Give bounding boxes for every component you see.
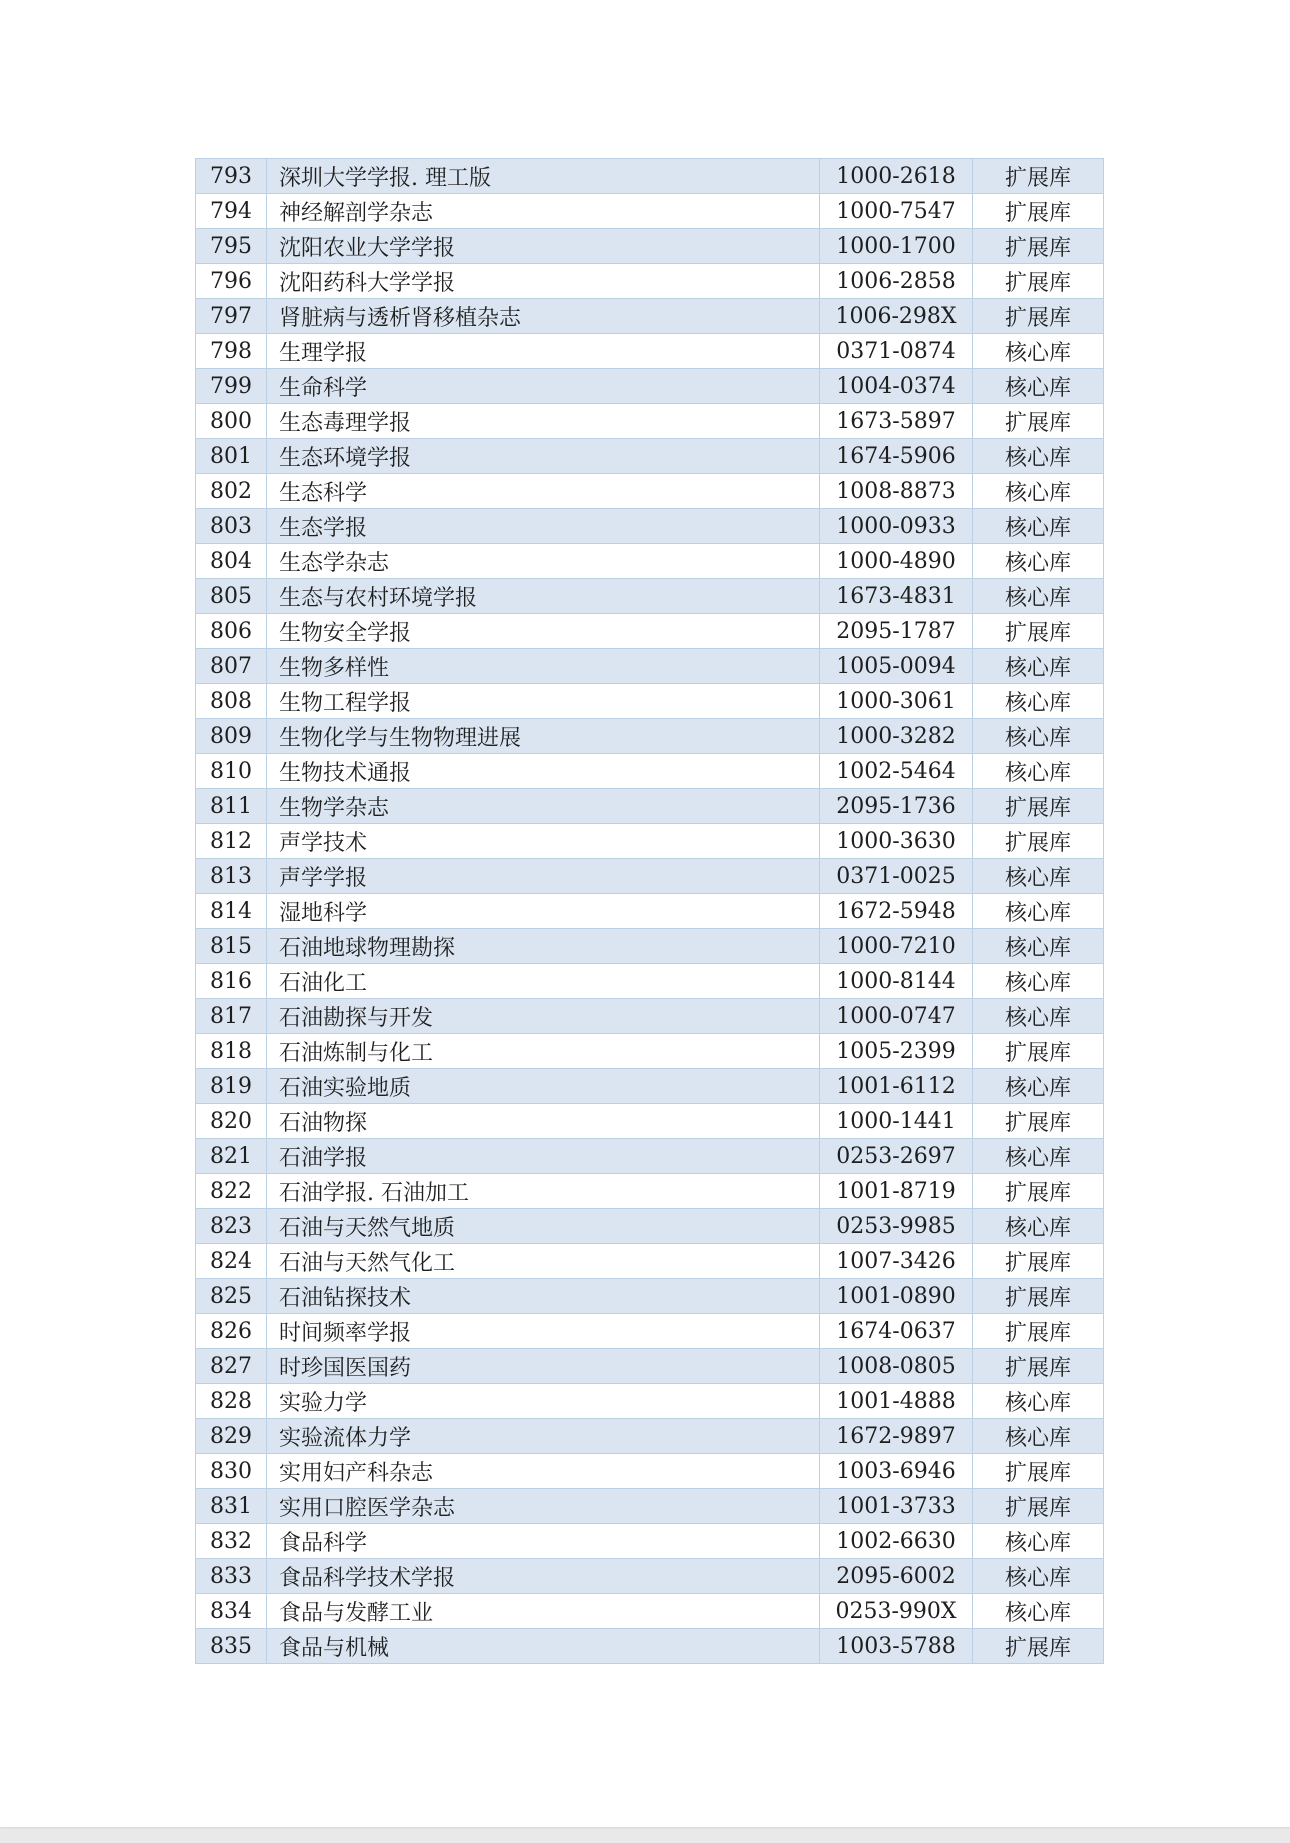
- row-number-cell: 799: [196, 369, 267, 404]
- row-number-cell: 794: [196, 194, 267, 229]
- database-type-cell: 核心库: [973, 649, 1104, 684]
- table-row: [196, 1034, 1104, 1069]
- database-type-cell: 扩展库: [973, 614, 1104, 649]
- journal-name-cell: 生物学杂志: [267, 789, 820, 824]
- row-number-cell: 808: [196, 684, 267, 719]
- issn-cell: 2095-1736: [820, 789, 973, 824]
- row-number-cell: 815: [196, 929, 267, 964]
- table-row: [196, 439, 1104, 474]
- journal-name-cell: 生态学杂志: [267, 544, 820, 579]
- database-type-cell: 核心库: [973, 369, 1104, 404]
- database-type-cell: 核心库: [973, 929, 1104, 964]
- database-type-cell: 扩展库: [973, 824, 1104, 859]
- database-type-cell: 核心库: [973, 999, 1104, 1034]
- journal-table: [195, 158, 1104, 1664]
- database-type-cell: 扩展库: [973, 1034, 1104, 1069]
- database-type-cell: 扩展库: [973, 159, 1104, 194]
- table-row: [196, 859, 1104, 894]
- journal-name-cell: 生理学报: [267, 334, 820, 369]
- database-type-cell: 扩展库: [973, 299, 1104, 334]
- journal-name-cell: 实验力学: [267, 1384, 820, 1419]
- database-type-cell: 核心库: [973, 1069, 1104, 1104]
- table-row: [196, 1384, 1104, 1419]
- issn-cell: 1006-2858: [820, 264, 973, 299]
- database-type-cell: 核心库: [973, 894, 1104, 929]
- database-type-cell: 核心库: [973, 1139, 1104, 1174]
- issn-cell: 1005-2399: [820, 1034, 973, 1069]
- journal-name-cell: 石油地球物理勘探: [267, 929, 820, 964]
- journal-name-cell: 石油与天然气化工: [267, 1244, 820, 1279]
- table-row: [196, 964, 1104, 999]
- issn-cell: 0253-990X: [820, 1594, 973, 1629]
- table-row: [196, 1314, 1104, 1349]
- journal-name-cell: 生物多样性: [267, 649, 820, 684]
- issn-cell: 1000-1441: [820, 1104, 973, 1139]
- database-type-cell: 扩展库: [973, 1279, 1104, 1314]
- row-number-cell: 833: [196, 1559, 267, 1594]
- row-number-cell: 798: [196, 334, 267, 369]
- table-row: [196, 264, 1104, 299]
- table-row: [196, 649, 1104, 684]
- journal-name-cell: 石油实验地质: [267, 1069, 820, 1104]
- issn-cell: 2095-6002: [820, 1559, 973, 1594]
- row-number-cell: 827: [196, 1349, 267, 1384]
- journal-name-cell: 生物工程学报: [267, 684, 820, 719]
- table-row: [196, 1209, 1104, 1244]
- journal-name-cell: 生物安全学报: [267, 614, 820, 649]
- row-number-cell: 822: [196, 1174, 267, 1209]
- table-row: [196, 1524, 1104, 1559]
- table-row: [196, 684, 1104, 719]
- issn-cell: 1000-4890: [820, 544, 973, 579]
- journal-name-cell: 食品与发酵工业: [267, 1594, 820, 1629]
- table-row: [196, 544, 1104, 579]
- table-row: [196, 474, 1104, 509]
- issn-cell: 1001-4888: [820, 1384, 973, 1419]
- database-type-cell: 核心库: [973, 474, 1104, 509]
- row-number-cell: 816: [196, 964, 267, 999]
- issn-cell: 2095-1787: [820, 614, 973, 649]
- database-type-cell: 核心库: [973, 509, 1104, 544]
- journal-name-cell: 沈阳农业大学学报: [267, 229, 820, 264]
- database-type-cell: 扩展库: [973, 404, 1104, 439]
- issn-cell: 1008-8873: [820, 474, 973, 509]
- table-row: [196, 1139, 1104, 1174]
- table-row: [196, 299, 1104, 334]
- issn-cell: 0371-0025: [820, 859, 973, 894]
- table-row: [196, 789, 1104, 824]
- database-type-cell: 核心库: [973, 1209, 1104, 1244]
- issn-cell: 1672-5948: [820, 894, 973, 929]
- issn-cell: 1000-0933: [820, 509, 973, 544]
- journal-name-cell: 食品与机械: [267, 1629, 820, 1664]
- database-type-cell: 扩展库: [973, 229, 1104, 264]
- table-row: [196, 1104, 1104, 1139]
- row-number-cell: 801: [196, 439, 267, 474]
- issn-cell: 1005-0094: [820, 649, 973, 684]
- issn-cell: 1007-3426: [820, 1244, 973, 1279]
- table-row: [196, 719, 1104, 754]
- row-number-cell: 823: [196, 1209, 267, 1244]
- database-type-cell: 核心库: [973, 334, 1104, 369]
- table-row: [196, 1454, 1104, 1489]
- row-number-cell: 806: [196, 614, 267, 649]
- row-number-cell: 830: [196, 1454, 267, 1489]
- database-type-cell: 核心库: [973, 1524, 1104, 1559]
- row-number-cell: 803: [196, 509, 267, 544]
- table-row: [196, 754, 1104, 789]
- journal-name-cell: 石油学报. 石油加工: [267, 1174, 820, 1209]
- database-type-cell: 扩展库: [973, 194, 1104, 229]
- database-type-cell: 核心库: [973, 684, 1104, 719]
- issn-cell: 1002-6630: [820, 1524, 973, 1559]
- database-type-cell: 核心库: [973, 1559, 1104, 1594]
- row-number-cell: 812: [196, 824, 267, 859]
- row-number-cell: 805: [196, 579, 267, 614]
- row-number-cell: 831: [196, 1489, 267, 1524]
- journal-name-cell: 实验流体力学: [267, 1419, 820, 1454]
- database-type-cell: 核心库: [973, 579, 1104, 614]
- journal-name-cell: 石油与天然气地质: [267, 1209, 820, 1244]
- row-number-cell: 820: [196, 1104, 267, 1139]
- database-type-cell: 核心库: [973, 1419, 1104, 1454]
- journal-name-cell: 实用妇产科杂志: [267, 1454, 820, 1489]
- row-number-cell: 793: [196, 159, 267, 194]
- database-type-cell: 扩展库: [973, 1174, 1104, 1209]
- issn-cell: 1001-3733: [820, 1489, 973, 1524]
- issn-cell: 1000-7547: [820, 194, 973, 229]
- issn-cell: 1674-5906: [820, 439, 973, 474]
- journal-name-cell: 生态与农村环境学报: [267, 579, 820, 614]
- journal-name-cell: 石油钻探技术: [267, 1279, 820, 1314]
- table-row: [196, 824, 1104, 859]
- database-type-cell: 扩展库: [973, 1104, 1104, 1139]
- database-type-cell: 扩展库: [973, 789, 1104, 824]
- journal-name-cell: 神经解剖学杂志: [267, 194, 820, 229]
- issn-cell: 1000-1700: [820, 229, 973, 264]
- issn-cell: 1002-5464: [820, 754, 973, 789]
- issn-cell: 0253-9985: [820, 1209, 973, 1244]
- table-row: [196, 1279, 1104, 1314]
- journal-name-cell: 时间频率学报: [267, 1314, 820, 1349]
- journal-name-cell: 实用口腔医学杂志: [267, 1489, 820, 1524]
- row-number-cell: 809: [196, 719, 267, 754]
- journal-name-cell: 生态环境学报: [267, 439, 820, 474]
- issn-cell: 1000-3630: [820, 824, 973, 859]
- journal-name-cell: 石油物探: [267, 1104, 820, 1139]
- issn-cell: 1001-6112: [820, 1069, 973, 1104]
- row-number-cell: 824: [196, 1244, 267, 1279]
- journal-name-cell: 肾脏病与透析肾移植杂志: [267, 299, 820, 334]
- issn-cell: 1672-9897: [820, 1419, 973, 1454]
- database-type-cell: 扩展库: [973, 1314, 1104, 1349]
- table-row: [196, 1594, 1104, 1629]
- row-number-cell: 797: [196, 299, 267, 334]
- database-type-cell: 扩展库: [973, 1349, 1104, 1384]
- row-number-cell: 802: [196, 474, 267, 509]
- table-row: [196, 1629, 1104, 1664]
- database-type-cell: 核心库: [973, 719, 1104, 754]
- database-type-cell: 扩展库: [973, 1454, 1104, 1489]
- database-type-cell: 核心库: [973, 859, 1104, 894]
- journal-name-cell: 石油炼制与化工: [267, 1034, 820, 1069]
- journal-name-cell: 沈阳药科大学学报: [267, 264, 820, 299]
- issn-cell: 1000-2618: [820, 159, 973, 194]
- table-row: [196, 369, 1104, 404]
- table-row: [196, 404, 1104, 439]
- row-number-cell: 796: [196, 264, 267, 299]
- table-row: [196, 579, 1104, 614]
- database-type-cell: 核心库: [973, 1594, 1104, 1629]
- table-row: [196, 159, 1104, 194]
- row-number-cell: 804: [196, 544, 267, 579]
- issn-cell: 1006-298X: [820, 299, 973, 334]
- table-row: [196, 1174, 1104, 1209]
- table-row: [196, 999, 1104, 1034]
- row-number-cell: 819: [196, 1069, 267, 1104]
- issn-cell: 1003-5788: [820, 1629, 973, 1664]
- row-number-cell: 821: [196, 1139, 267, 1174]
- journal-name-cell: 生命科学: [267, 369, 820, 404]
- row-number-cell: 795: [196, 229, 267, 264]
- issn-cell: 1000-0747: [820, 999, 973, 1034]
- table-row: [196, 509, 1104, 544]
- journal-name-cell: 石油学报: [267, 1139, 820, 1174]
- row-number-cell: 826: [196, 1314, 267, 1349]
- table-row: [196, 1349, 1104, 1384]
- row-number-cell: 814: [196, 894, 267, 929]
- row-number-cell: 829: [196, 1419, 267, 1454]
- journal-table-wrapper: [195, 158, 1094, 1664]
- issn-cell: 1674-0637: [820, 1314, 973, 1349]
- database-type-cell: 扩展库: [973, 1489, 1104, 1524]
- row-number-cell: 813: [196, 859, 267, 894]
- database-type-cell: 扩展库: [973, 1629, 1104, 1664]
- issn-cell: 1000-7210: [820, 929, 973, 964]
- database-type-cell: 扩展库: [973, 1244, 1104, 1279]
- database-type-cell: 核心库: [973, 1384, 1104, 1419]
- issn-cell: 1008-0805: [820, 1349, 973, 1384]
- issn-cell: 0253-2697: [820, 1139, 973, 1174]
- row-number-cell: 811: [196, 789, 267, 824]
- table-row: [196, 1419, 1104, 1454]
- journal-name-cell: 声学学报: [267, 859, 820, 894]
- table-row: [196, 194, 1104, 229]
- issn-cell: 1673-5897: [820, 404, 973, 439]
- journal-name-cell: 食品科学技术学报: [267, 1559, 820, 1594]
- journal-name-cell: 生物技术通报: [267, 754, 820, 789]
- row-number-cell: 835: [196, 1629, 267, 1664]
- table-row: [196, 1244, 1104, 1279]
- table-row: [196, 1069, 1104, 1104]
- row-number-cell: 800: [196, 404, 267, 439]
- row-number-cell: 828: [196, 1384, 267, 1419]
- issn-cell: 1001-0890: [820, 1279, 973, 1314]
- row-number-cell: 832: [196, 1524, 267, 1559]
- row-number-cell: 807: [196, 649, 267, 684]
- journal-name-cell: 石油化工: [267, 964, 820, 999]
- journal-name-cell: 生态学报: [267, 509, 820, 544]
- issn-cell: 1000-3282: [820, 719, 973, 754]
- journal-name-cell: 声学技术: [267, 824, 820, 859]
- issn-cell: 1001-8719: [820, 1174, 973, 1209]
- journal-name-cell: 生物化学与生物物理进展: [267, 719, 820, 754]
- journal-name-cell: 深圳大学学报. 理工版: [267, 159, 820, 194]
- row-number-cell: 825: [196, 1279, 267, 1314]
- issn-cell: 1673-4831: [820, 579, 973, 614]
- issn-cell: 0371-0874: [820, 334, 973, 369]
- database-type-cell: 核心库: [973, 754, 1104, 789]
- issn-cell: 1000-8144: [820, 964, 973, 999]
- journal-name-cell: 湿地科学: [267, 894, 820, 929]
- row-number-cell: 817: [196, 999, 267, 1034]
- table-row: [196, 614, 1104, 649]
- table-row: [196, 894, 1104, 929]
- database-type-cell: 核心库: [973, 439, 1104, 474]
- database-type-cell: 核心库: [973, 964, 1104, 999]
- database-type-cell: 扩展库: [973, 264, 1104, 299]
- journal-name-cell: 生态毒理学报: [267, 404, 820, 439]
- journal-name-cell: 石油勘探与开发: [267, 999, 820, 1034]
- table-row: [196, 334, 1104, 369]
- row-number-cell: 834: [196, 1594, 267, 1629]
- issn-cell: 1000-3061: [820, 684, 973, 719]
- database-type-cell: 核心库: [973, 544, 1104, 579]
- row-number-cell: 810: [196, 754, 267, 789]
- row-number-cell: 818: [196, 1034, 267, 1069]
- journal-name-cell: 食品科学: [267, 1524, 820, 1559]
- journal-table-body: [196, 159, 1104, 1664]
- table-row: [196, 929, 1104, 964]
- journal-name-cell: 生态科学: [267, 474, 820, 509]
- issn-cell: 1004-0374: [820, 369, 973, 404]
- table-row: [196, 1489, 1104, 1524]
- issn-cell: 1003-6946: [820, 1454, 973, 1489]
- journal-name-cell: 时珍国医国药: [267, 1349, 820, 1384]
- table-row: [196, 1559, 1104, 1594]
- table-row: [196, 229, 1104, 264]
